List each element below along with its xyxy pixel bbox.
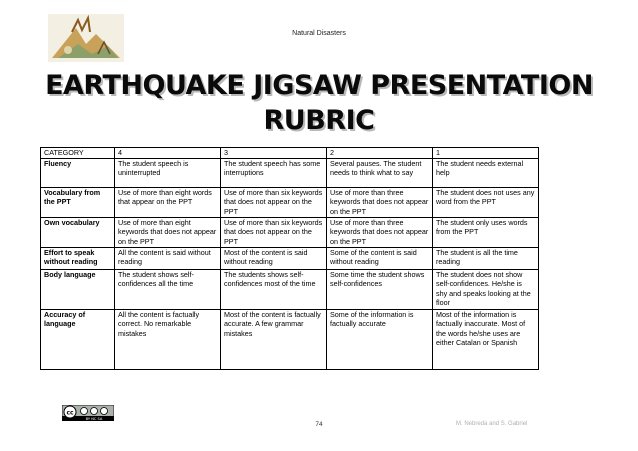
- column-header: CATEGORY: [41, 148, 115, 159]
- table-row: [41, 187, 539, 217]
- table-cell: The student needs external help: [433, 158, 539, 187]
- table-cell: The student does not uses any word from the PPT: [433, 187, 539, 217]
- table-cell: The students shows self-confidences most of the time: [221, 269, 327, 309]
- table-cell: The student is all the time reading: [433, 247, 539, 269]
- table-cell: Use of more than six keywords that does not appear on the PPT: [221, 217, 327, 247]
- page-number: 74: [315, 421, 323, 428]
- row-category: Body language: [41, 269, 115, 309]
- row-category: Effort to speak without reading: [41, 247, 115, 269]
- table-row: [41, 217, 539, 247]
- column-header: 4: [115, 148, 221, 159]
- table-row: [41, 269, 539, 309]
- table-cell: Several pauses. The student needs to think what to say: [327, 158, 433, 187]
- table-cell: Use of more than three keywords that does not appear on the PPT: [327, 217, 433, 247]
- table-cell: The student does not show self-confidences. He/she is shy and speaks looking at the floor: [433, 269, 539, 309]
- table-cell: The student speech is uninterrupted: [115, 158, 221, 187]
- license-badge-text: BY NC SA: [85, 417, 103, 421]
- table-cell: The student only uses words from the PPT: [433, 217, 539, 247]
- table-cell: Most of the content is factually accurate. A few grammar mistakes: [221, 309, 327, 369]
- table-cell: Most of the information is factually inaccurate. Most of the words he/she uses are either Catalan or Spanish: [433, 309, 539, 369]
- table-cell: Some of the information is factually accurate: [327, 309, 433, 369]
- rubric-table: [40, 147, 539, 370]
- header-logo: [48, 14, 124, 62]
- column-header: 2: [327, 148, 433, 159]
- table-header-row: [41, 148, 539, 159]
- page-title-line2: RUBRIC: [263, 105, 375, 136]
- table-cell: Most of the content is said without reading: [221, 247, 327, 269]
- running-header: Natural Disasters: [292, 30, 346, 37]
- footer-authors: M. Nebreda and S. Gabriel: [456, 421, 528, 427]
- cc-license-icon: [62, 405, 114, 421]
- svg-text:cc: cc: [66, 409, 74, 417]
- column-header: 3: [221, 148, 327, 159]
- page-title: EARTHQUAKE JIGSAW PRESENTATION: [45, 70, 593, 101]
- table-cell: Use of more than eight words that appear on the PPT: [115, 187, 221, 217]
- row-category: Fluency: [41, 158, 115, 187]
- table-cell: All the content is said without reading: [115, 247, 221, 269]
- table-cell: Use of more than eight keywords that does not appear on the PPT: [115, 217, 221, 247]
- row-category: Own vocabulary: [41, 217, 115, 247]
- table-cell: Some of the content is said without reading: [327, 247, 433, 269]
- row-category: Vocabulary from the PPT: [41, 187, 115, 217]
- table-cell: Some time the student shows self-confidences: [327, 269, 433, 309]
- table-cell: Use of more than three keywords that does not appear on the PPT: [327, 187, 433, 217]
- table-row: [41, 158, 539, 187]
- table-cell: Use of more than six keywords that does not appear on the PPT: [221, 187, 327, 217]
- table-row: [41, 247, 539, 269]
- row-category: Accuracy of language: [41, 309, 115, 369]
- table-cell: The student shows self-confidences all the time: [115, 269, 221, 309]
- table-cell: The student speech has some interruptions: [221, 158, 327, 187]
- table-row: [41, 309, 539, 369]
- table-cell: All the content is factually correct. No remarkable mistakes: [115, 309, 221, 369]
- column-header: 1: [433, 148, 539, 159]
